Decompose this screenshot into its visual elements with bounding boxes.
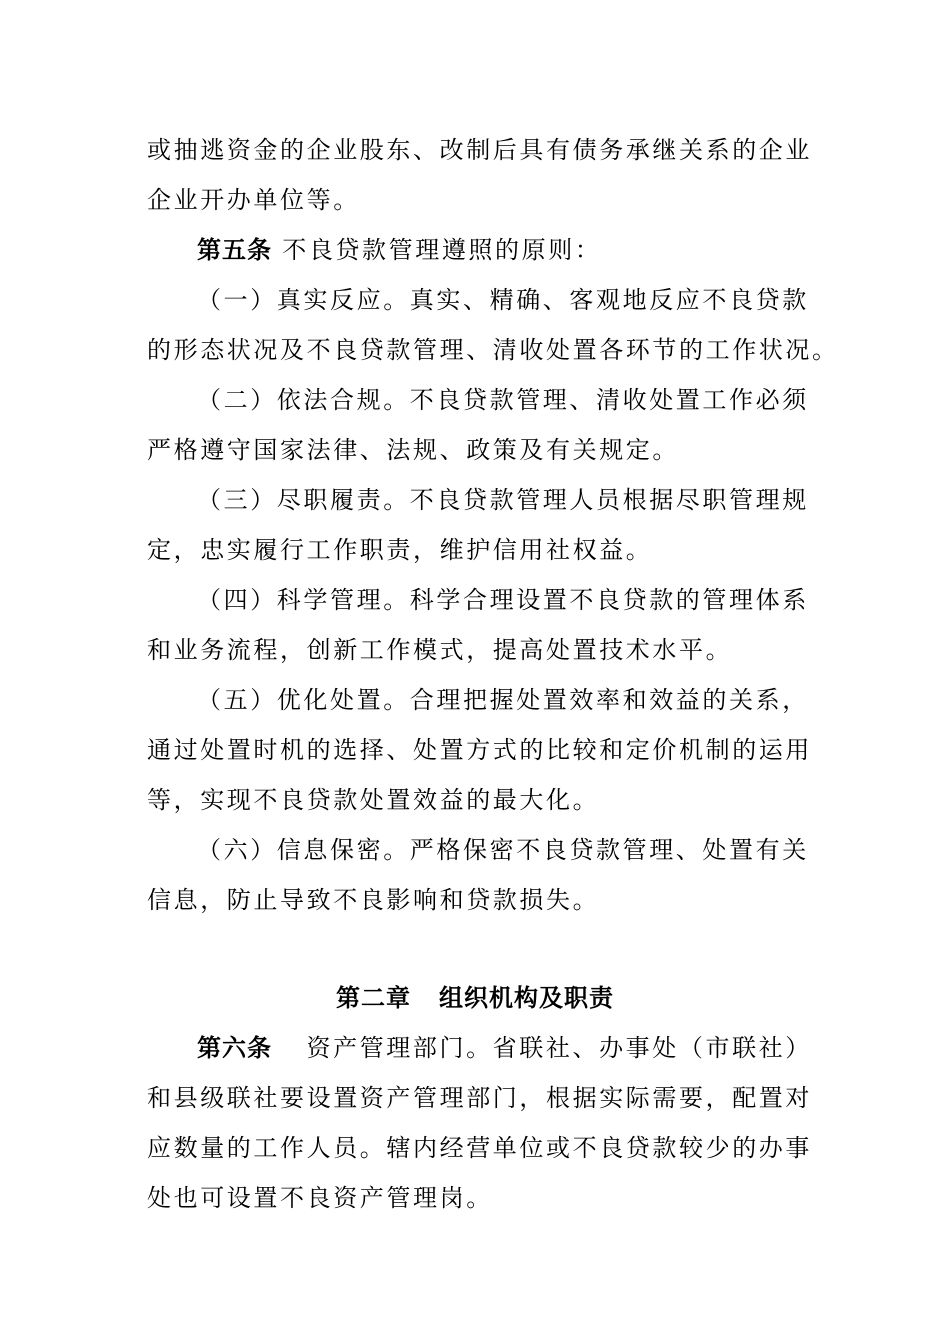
article-6-text: 资产管理部门。省联社、办事处（市联社） xyxy=(306,1034,812,1062)
article-5 xyxy=(197,233,862,267)
text-line: 企业开办单位等。 xyxy=(147,186,360,214)
text-line: （六）信息保密。严格保密不良贷款管理、处置有关 xyxy=(197,836,809,864)
article-6 xyxy=(197,1031,862,1065)
text-line: 应数量的工作人员。辖内经营单位或不良贷款较少的办事 xyxy=(147,1134,812,1162)
text-line: 信息，防止导致不良影响和贷款损失。 xyxy=(147,886,600,914)
chapter-heading xyxy=(0,981,950,1015)
text-line: （五）优化处置。合理把握处置效率和效益的关系， xyxy=(197,686,809,714)
chapter-title: 组织机构及职责 xyxy=(439,984,614,1012)
text-line: 定，忠实履行工作职责，维护信用社权益。 xyxy=(147,536,653,564)
text-line: （一）真实反应。真实、精确、客观地反应不良贷款 xyxy=(197,286,809,314)
text-line: 等，实现不良贷款处置效益的最大化。 xyxy=(147,786,600,814)
article-5-label: 第五条 xyxy=(197,236,272,264)
text-line: 严格遵守国家法律、法规、政策及有关规定。 xyxy=(147,436,679,464)
article-5-text: 不良贷款管理遵照的原则： xyxy=(282,236,602,264)
text-line: （四）科学管理。科学合理设置不良贷款的管理体系 xyxy=(197,586,809,614)
chapter-number: 第二章 xyxy=(336,984,411,1012)
text-line: （三）尽职履责。不良贷款管理人员根据尽职管理规 xyxy=(197,486,809,514)
text-line: 处也可设置不良资产管理岗。 xyxy=(147,1184,493,1212)
text-line: 的形态状况及不良贷款管理、清收处置各环节的工作状况。 xyxy=(147,336,839,364)
article-6-label: 第六条 xyxy=(197,1034,272,1062)
text-line: 或抽逃资金的企业股东、改制后具有债务承继关系的企业 xyxy=(147,136,812,164)
text-line: （二）依法合规。不良贷款管理、清收处置工作必须 xyxy=(197,386,809,414)
text-line: 和业务流程，创新工作模式，提高处置技术水平。 xyxy=(147,636,733,664)
text-line: 通过处置时机的选择、处置方式的比较和定价机制的运用 xyxy=(147,736,812,764)
text-line: 和县级联社要设置资产管理部门，根据实际需要，配置对 xyxy=(147,1084,812,1112)
